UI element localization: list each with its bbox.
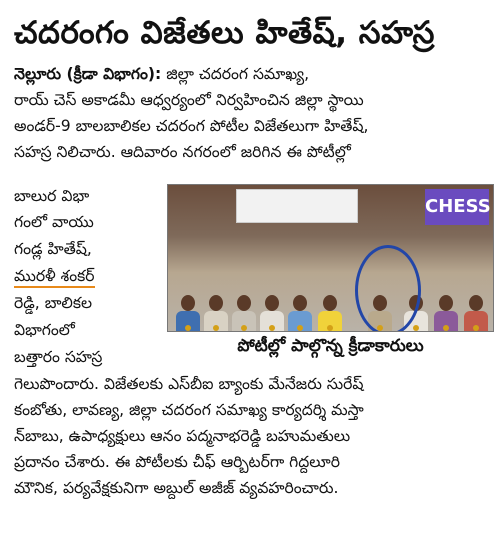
column-line-5: రెడ్డి, బాలికల xyxy=(14,294,93,312)
highlight-circle xyxy=(355,245,421,332)
headline: చదరంగం విజేతలు హితేష్, సహస్ర xyxy=(14,15,435,51)
column-line-3: గండ్ల హితేష్, xyxy=(14,240,92,258)
article-line-3: అండర్-9 బాలబాలికల చదరంగ పోటీల విజేతలుగా హితేష్, xyxy=(14,117,369,135)
player-figure xyxy=(318,295,342,331)
player-figure xyxy=(434,295,458,331)
player-figure xyxy=(204,295,228,331)
dateline: నెల్లూరు (క్రీడా విభాగం): xyxy=(14,65,162,83)
article-line-6: కంబోతు, లావణ్య, జిల్లా చదరంగ సమాఖ్య కార్యదర్శి మస్తా xyxy=(14,401,364,419)
article-line-1 xyxy=(14,62,488,87)
column-line-4 xyxy=(14,264,164,289)
column-line-1: బాలుర విభా xyxy=(14,187,90,205)
column-line-6: విభాగంలో xyxy=(14,321,75,339)
photo-caption: పోటీల్లో పాల్గొన్న క్రీడాకారులు xyxy=(167,331,494,360)
article-line-8: ప్రదానం చేశారు. ఈ పోటీలకు చీఫ్ ఆర్బిటర్‌గా గిద్దలూరి xyxy=(14,453,340,471)
column-line-2: గంలో వాయు xyxy=(14,213,94,231)
player-figure xyxy=(232,295,256,331)
article-line-2: రాయ్ చెస్ అకాడమీ ఆధ్వర్యంలో నిర్వహించిన జిల్లా స్థాయి xyxy=(14,91,364,109)
article-line-9: మౌనిక, పర్యవేక్షకునిగా అబ్దుల్ అజీజ్ వ్యవహరించారు. xyxy=(14,479,339,497)
article-line-4: సహస్ర నిలిచారు. ఆదివారం నగరంలో జరిగిన ఈ పోటీల్లో xyxy=(14,143,351,161)
academy-banner xyxy=(236,189,358,223)
players-photo xyxy=(167,184,494,332)
article-line-1-text: జిల్లా చదరంగ సమాఖ్య, xyxy=(161,65,310,83)
article-line-5: గెలుపొందారు. విజేతలకు ఎస్‌బీఐ బ్యాంకు మేనేజరు సురేష్ xyxy=(14,375,364,393)
underlined-name: మురళీ శంకర్ xyxy=(14,267,95,288)
chess-banner: CHESS xyxy=(425,189,489,225)
player-figure xyxy=(260,295,284,331)
player-figure xyxy=(464,295,488,331)
article-line-7: న్‌బాబు, ఉపాధ్యక్షులు ఆనం పద్మనాభరెడ్డి బహుమతులు xyxy=(14,427,351,445)
player-figure xyxy=(288,295,312,331)
player-figure xyxy=(176,295,200,331)
column-line-7: బత్తారం సహస్ర xyxy=(14,348,103,366)
